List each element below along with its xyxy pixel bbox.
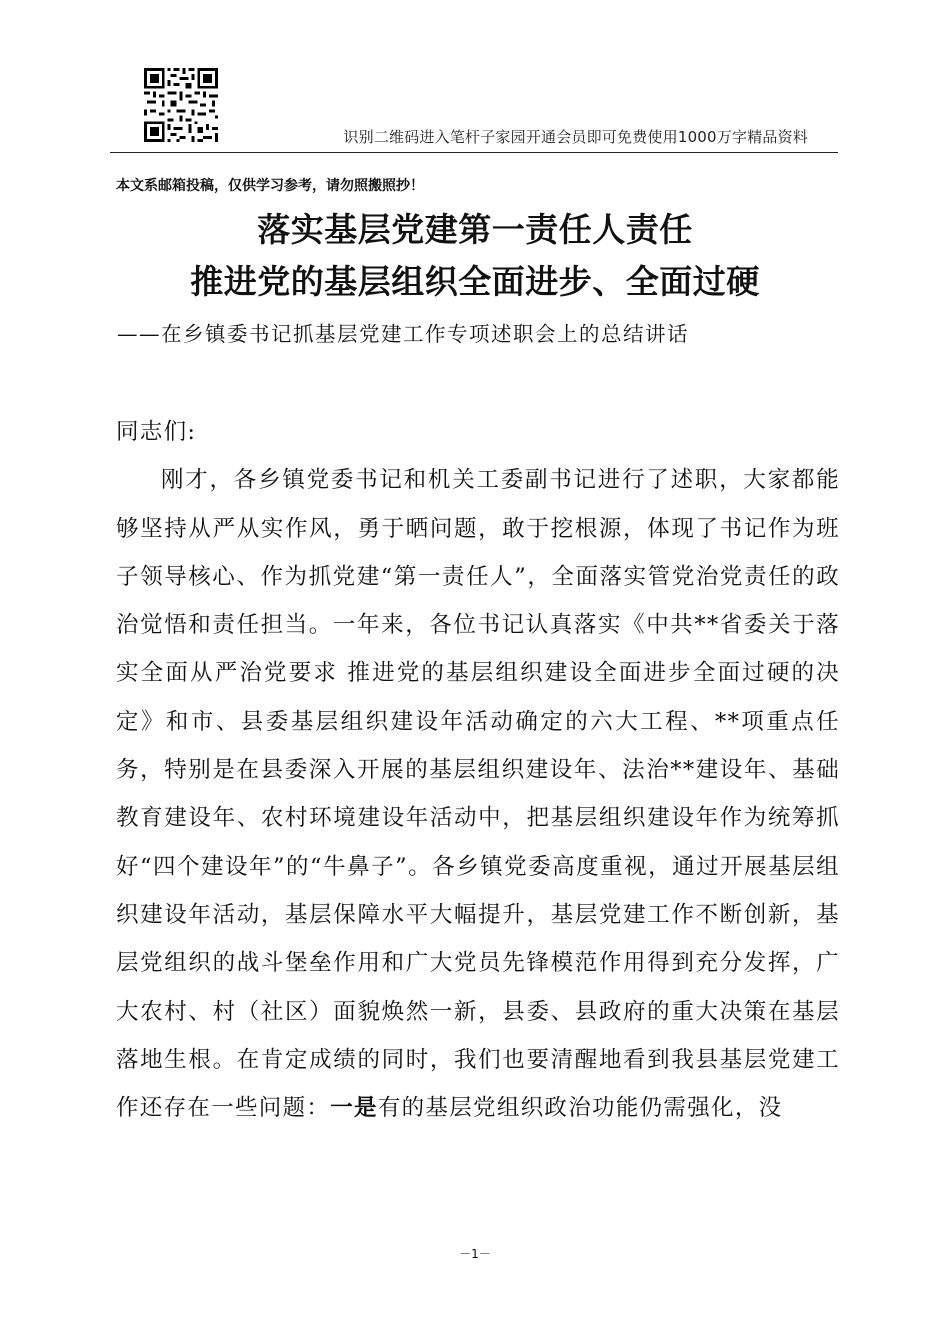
header-promo-text: 识别二维码进入笔杆子家园开通会员即可免费使用1000万字精品资料 (343, 128, 808, 146)
document-body (116, 408, 840, 1132)
header-divider (110, 152, 838, 153)
paragraph-text: 刚才，各乡镇党委书记和机关工委副书记进行了述职，大家都能够坚持从严从实作风，勇于晒问题，敢于挖根源，体现了书记作为班子领导核心、作为抓党建“第一责任人”，全面落实管党治党责任的政治觉悟和责任担当。一年来，各位书记认真落实《中共**省委关于落实全面从严治党要求 推进党的基层组织建设全面进步全面过硬的决定》和市、县委基层组织建设年活动确定的六大工程、**项重点任务，特别是在县委深入开展的基层组织建设年、法治**建设年、基础教育建设年、农村环境建设年活动中，把基层组织建设年作为统筹抓好“四个建设年”的“牛鼻子”。各乡镇党委高度重视，通过开展基层组织建设年活动，基层保障水平大幅提升，基层党建工作不断创新，基层党组织的战斗堡垒作用和广大党员先锋模范作用得到充分发挥，广大农村、村（社区）面貌焕然一新，县委、县政府的重大决策在基层落地生根。在肯定成绩的同时，我们也要清醒地看到我县基层党建工作还存在一些问题： (116, 467, 840, 1122)
page-number: －1－ (459, 1247, 491, 1261)
document-title-line-2: 推进党的基层组织全面进步、全面过硬 (190, 262, 760, 301)
page-header (110, 66, 838, 154)
greeting: 同志们: (116, 419, 197, 445)
document-subtitle: ——在乡镇委书记抓基层党建工作专项述职会上的总结讲话 (117, 322, 689, 346)
paragraph-text-continued: 有的基层党组织政治功能仍需强化，没 (377, 1095, 783, 1122)
qr-code-icon[interactable] (144, 68, 218, 142)
submission-notice: 本文系邮箱投稿，仅供学习参考，请勿照搬照抄！ (116, 178, 424, 194)
document-title-line-1: 落实基层党建第一责任人责任 (257, 210, 693, 249)
body-paragraph (116, 456, 840, 1132)
paragraph-emphasis: 一是 (330, 1095, 378, 1122)
